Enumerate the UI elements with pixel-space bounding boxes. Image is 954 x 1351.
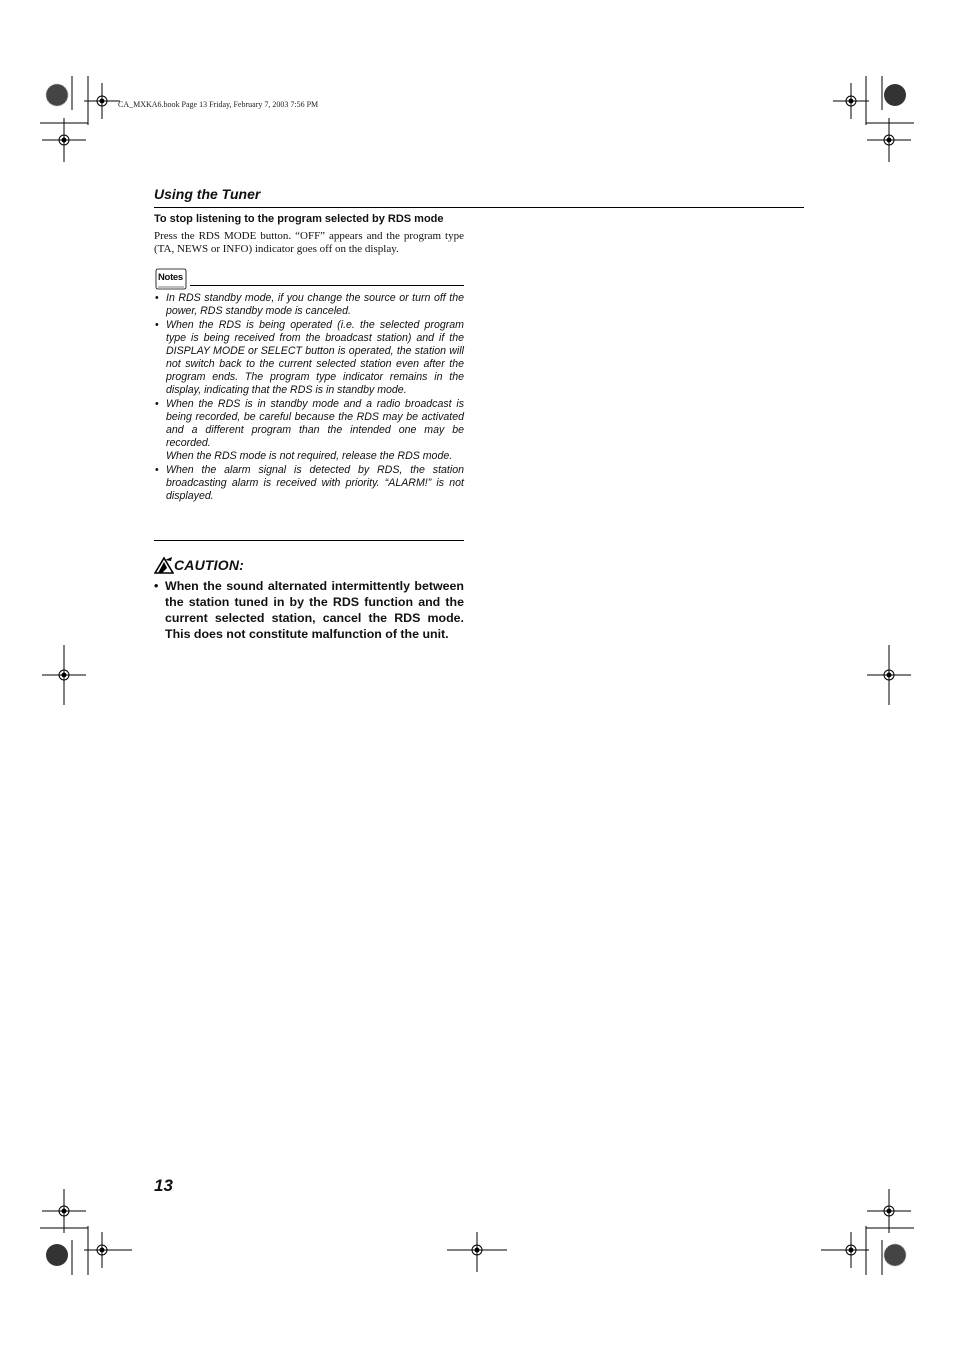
note-item bbox=[154, 319, 464, 397]
note-item bbox=[154, 292, 464, 318]
note-item bbox=[154, 398, 464, 463]
notes-rule bbox=[190, 285, 464, 286]
note-text: When the RDS is being operated (i.e. the selected program type is being received from the broadcast station) and if the DISPLAY MODE or SELECT button is operated, the station will not switch back to the current selected station even after the program ends. The program type indicator remains in the display, indicating that the RDS is in standby mode. bbox=[166, 319, 464, 396]
caution-hand-icon bbox=[154, 556, 174, 576]
bullet-icon: • bbox=[154, 579, 159, 593]
section-title: Using the Tuner bbox=[154, 186, 261, 202]
note-text: When the RDS is in standby mode and a radio broadcast is being recorded, be careful because the RDS may be activated and a different program than the intended one may be recorded. bbox=[166, 398, 464, 449]
caution-item bbox=[154, 578, 464, 642]
notes-label: Notes bbox=[158, 272, 183, 283]
bullet-icon: • bbox=[155, 398, 159, 410]
caution-label: CAUTION: bbox=[174, 557, 245, 573]
note-text: When the RDS mode is not required, release the RDS mode. bbox=[166, 450, 453, 462]
body-paragraph: Press the RDS MODE button. “OFF” appears and the program type (TA, NEWS or INFO) indicator goes off on the display. bbox=[154, 230, 464, 255]
notes-header bbox=[154, 268, 464, 290]
notes-list bbox=[154, 292, 464, 504]
sub-heading: To stop listening to the program selected by RDS mode bbox=[154, 213, 444, 225]
caution-text: When the sound alternated intermittently between the station tuned in by the RDS function and the current selected station, cancel the RDS mode. This does not constitute malfunction of the unit. bbox=[165, 579, 464, 641]
bullet-icon: • bbox=[155, 319, 159, 331]
bullet-icon: • bbox=[155, 292, 159, 304]
bullet-icon: • bbox=[155, 464, 159, 476]
note-item bbox=[154, 464, 464, 503]
notes-end-rule bbox=[154, 540, 464, 541]
title-rule bbox=[154, 207, 804, 208]
note-text: When the alarm signal is detected by RDS, the station broadcasting alarm is received with priority. “ALARM!” is not displayed. bbox=[166, 464, 464, 502]
caution-list bbox=[154, 578, 464, 642]
note-text: In RDS standby mode, if you change the source or turn off the power, RDS standby mode is canceled. bbox=[166, 292, 464, 317]
file-header: CA_MXKA6.book Page 13 Friday, February 7, 2003 7:56 PM bbox=[118, 100, 319, 109]
page-number: 13 bbox=[154, 1176, 173, 1195]
